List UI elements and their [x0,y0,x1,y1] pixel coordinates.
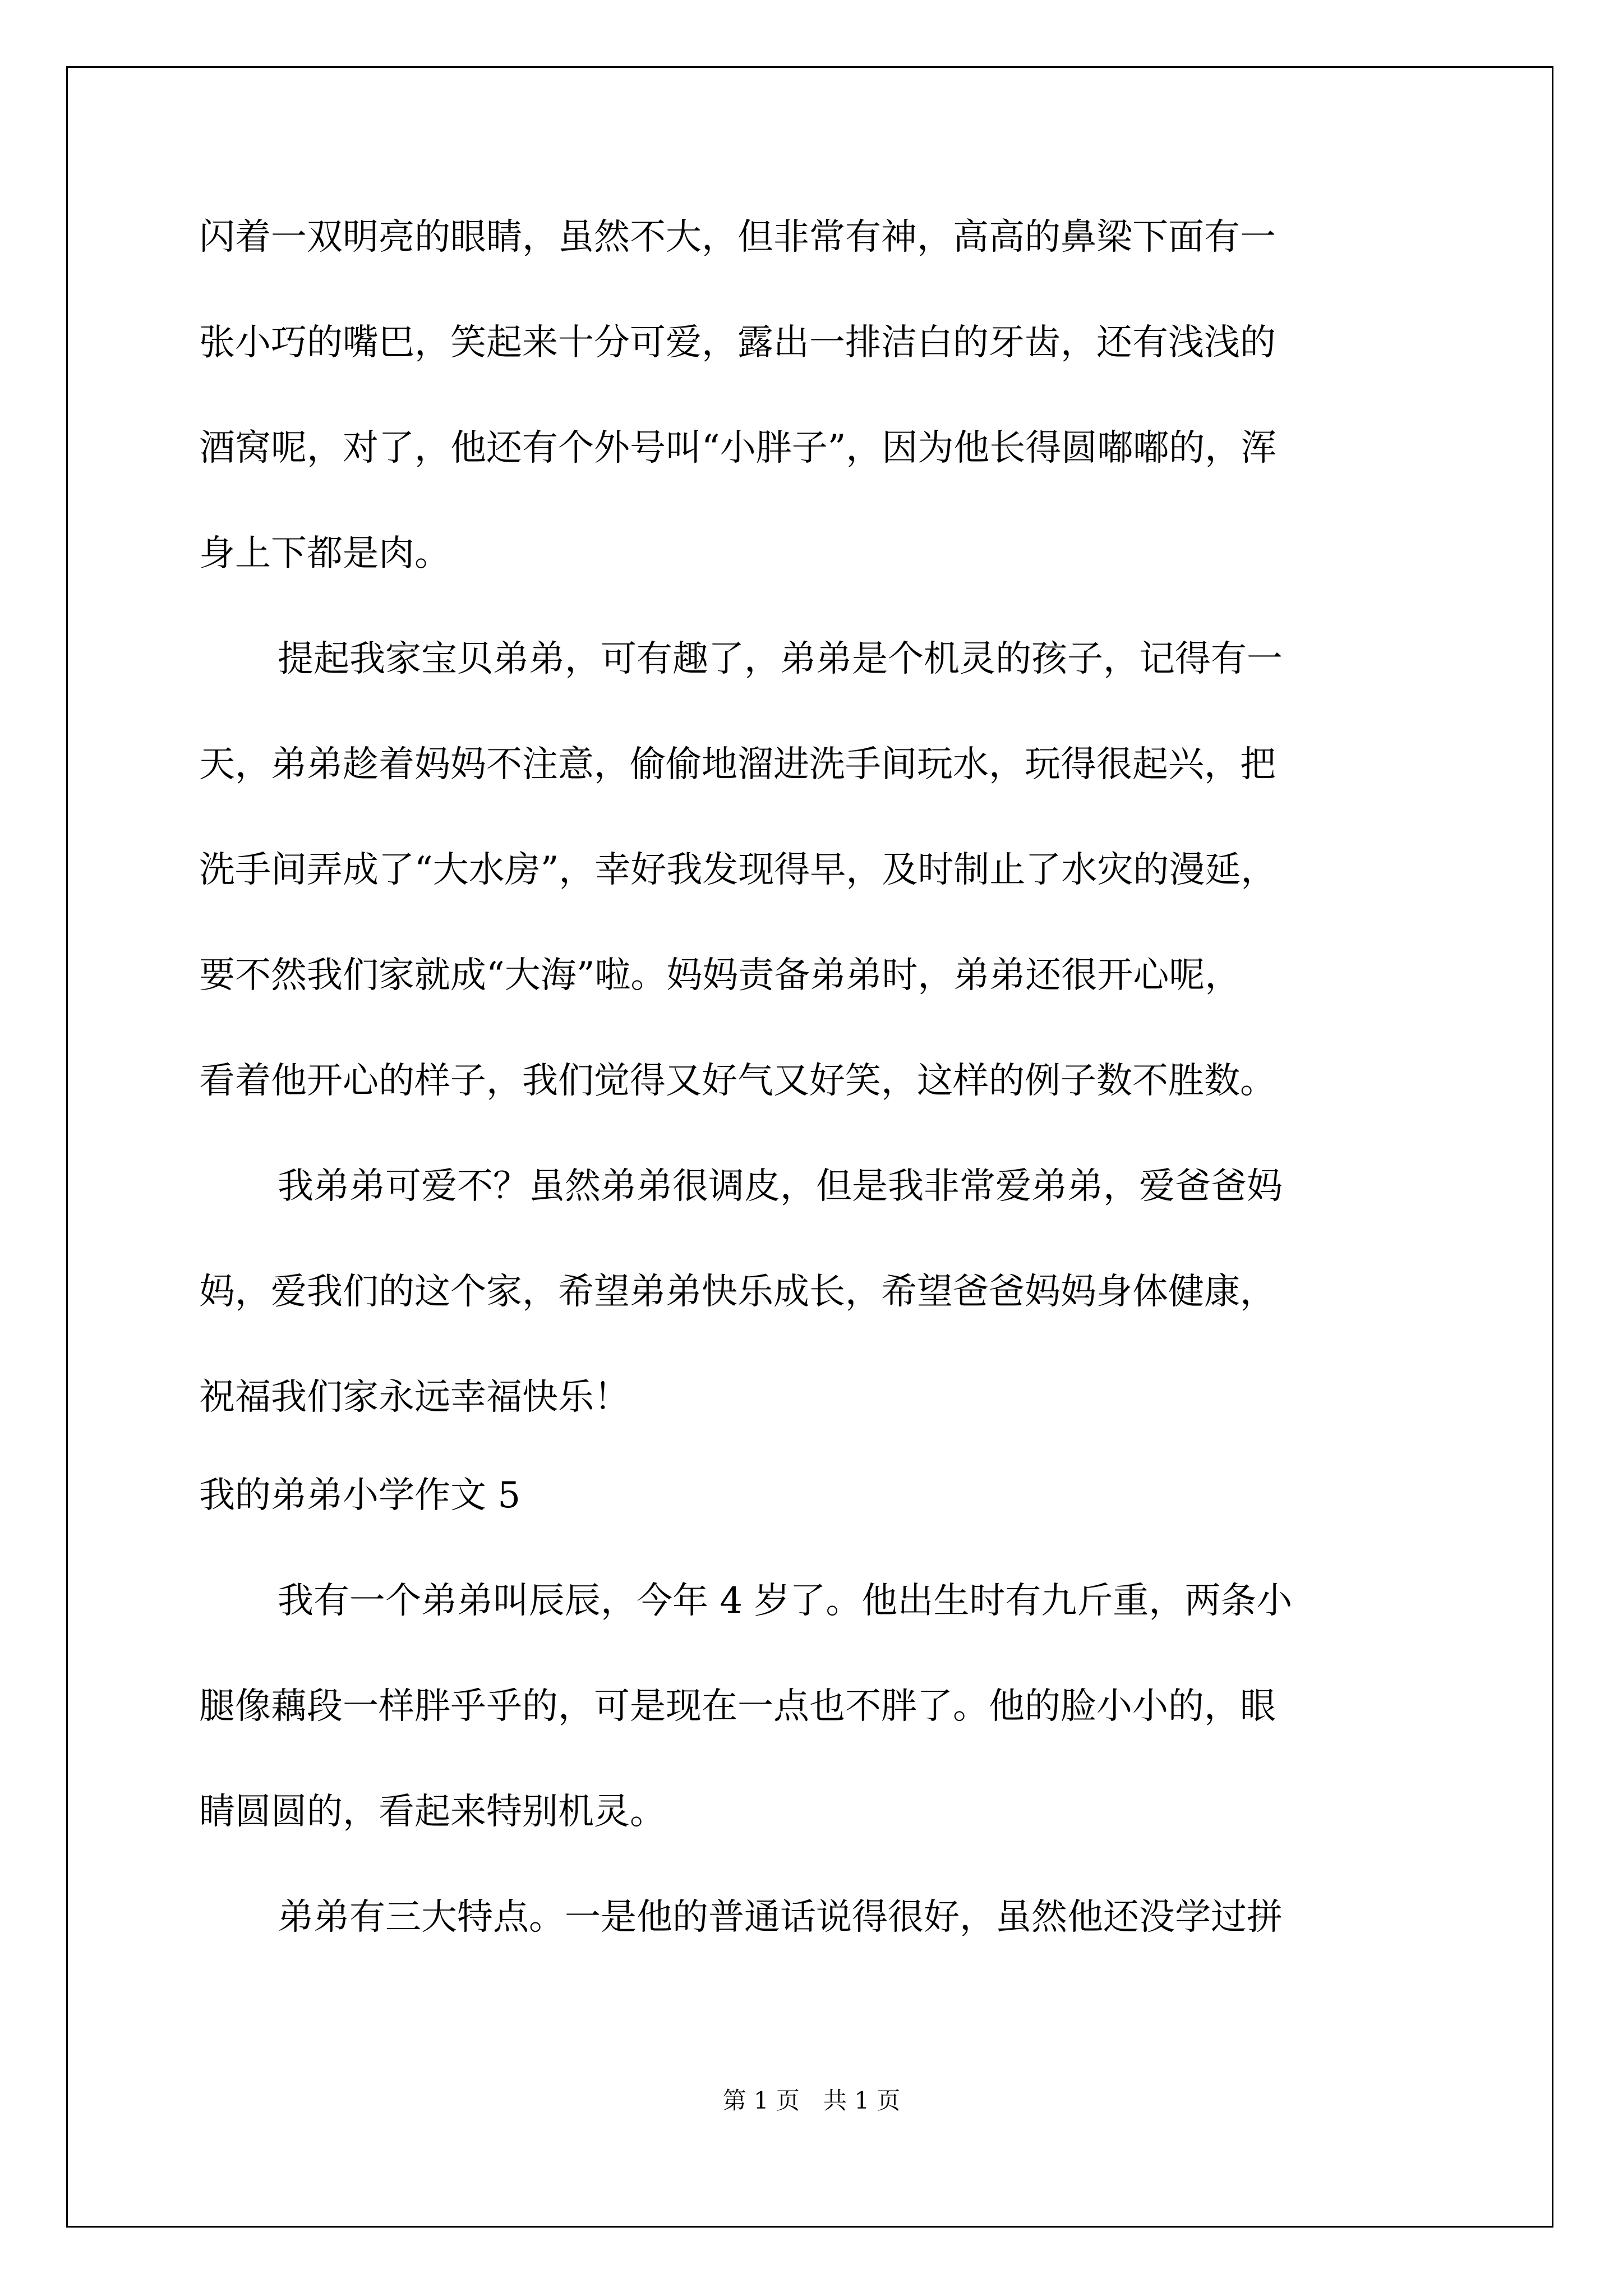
paragraph-1-line-3: 酒窝呢，对了，他还有个外号叫“小胖子”，因为他长得圆嘟嘟的，浑 [199,427,1277,469]
paragraph-1-line-1: 闪着一双明亮的眼睛，虽然不大，但非常有神，高高的鼻梁下面有一 [199,217,1276,258]
paragraph-2-line-5: 看着他开心的样子，我们觉得又好气又好笑，这样的例子数不胜数。 [199,1060,1276,1102]
paragraph-3-line-3: 祝福我们家永远幸福快乐！ [199,1377,630,1418]
paragraph-1-line-2: 张小巧的嘴巴，笑起来十分可爱，露出一排洁白的牙齿，还有浅浅的 [199,322,1276,364]
paragraph-4-line-2: 腿像藕段一样胖乎乎的，可是现在一点也不胖了。他的脸小小的，眼 [199,1686,1276,1727]
paragraph-3-line-1: 我弟弟可爱不？虽然弟弟很调皮，但是我非常爱弟弟，爱爸爸妈 [278,1166,1283,1207]
paragraph-3-line-2: 妈，爱我们的这个家，希望弟弟快乐成长，希望爸爸妈妈身体健康， [199,1271,1276,1313]
page-footer: 第 1 页 共 1 页 [722,2087,901,2114]
paragraph-5-line-1: 弟弟有三大特点。一是他的普通话说得很好，虽然他还没学过拼 [278,1897,1283,1938]
section-title: 我的弟弟小学作文 5 [199,1475,521,1516]
paragraph-2-line-3: 洗手间弄成了“大水房”，幸好我发现得早，及时制止了水灾的漫延， [199,849,1277,891]
paragraph-1-line-4: 身上下都是肉。 [199,533,450,574]
paragraph-2-line-2: 天，弟弟趁着妈妈不注意，偷偷地溜进洗手间玩水，玩得很起兴，把 [199,744,1276,785]
paragraph-4-line-3: 睛圆圆的，看起来特别机灵。 [199,1791,666,1833]
paragraph-4-line-1: 我有一个弟弟叫辰辰，今年 4 岁了。他出生时有九斤重，两条小 [278,1580,1293,1622]
paragraph-2-line-4: 要不然我们家就成“大海”啦。妈妈责备弟弟时，弟弟还很开心呢， [199,955,1241,996]
paragraph-2-line-1: 提起我家宝贝弟弟，可有趣了，弟弟是个机灵的孩子，记得有一 [278,638,1283,680]
